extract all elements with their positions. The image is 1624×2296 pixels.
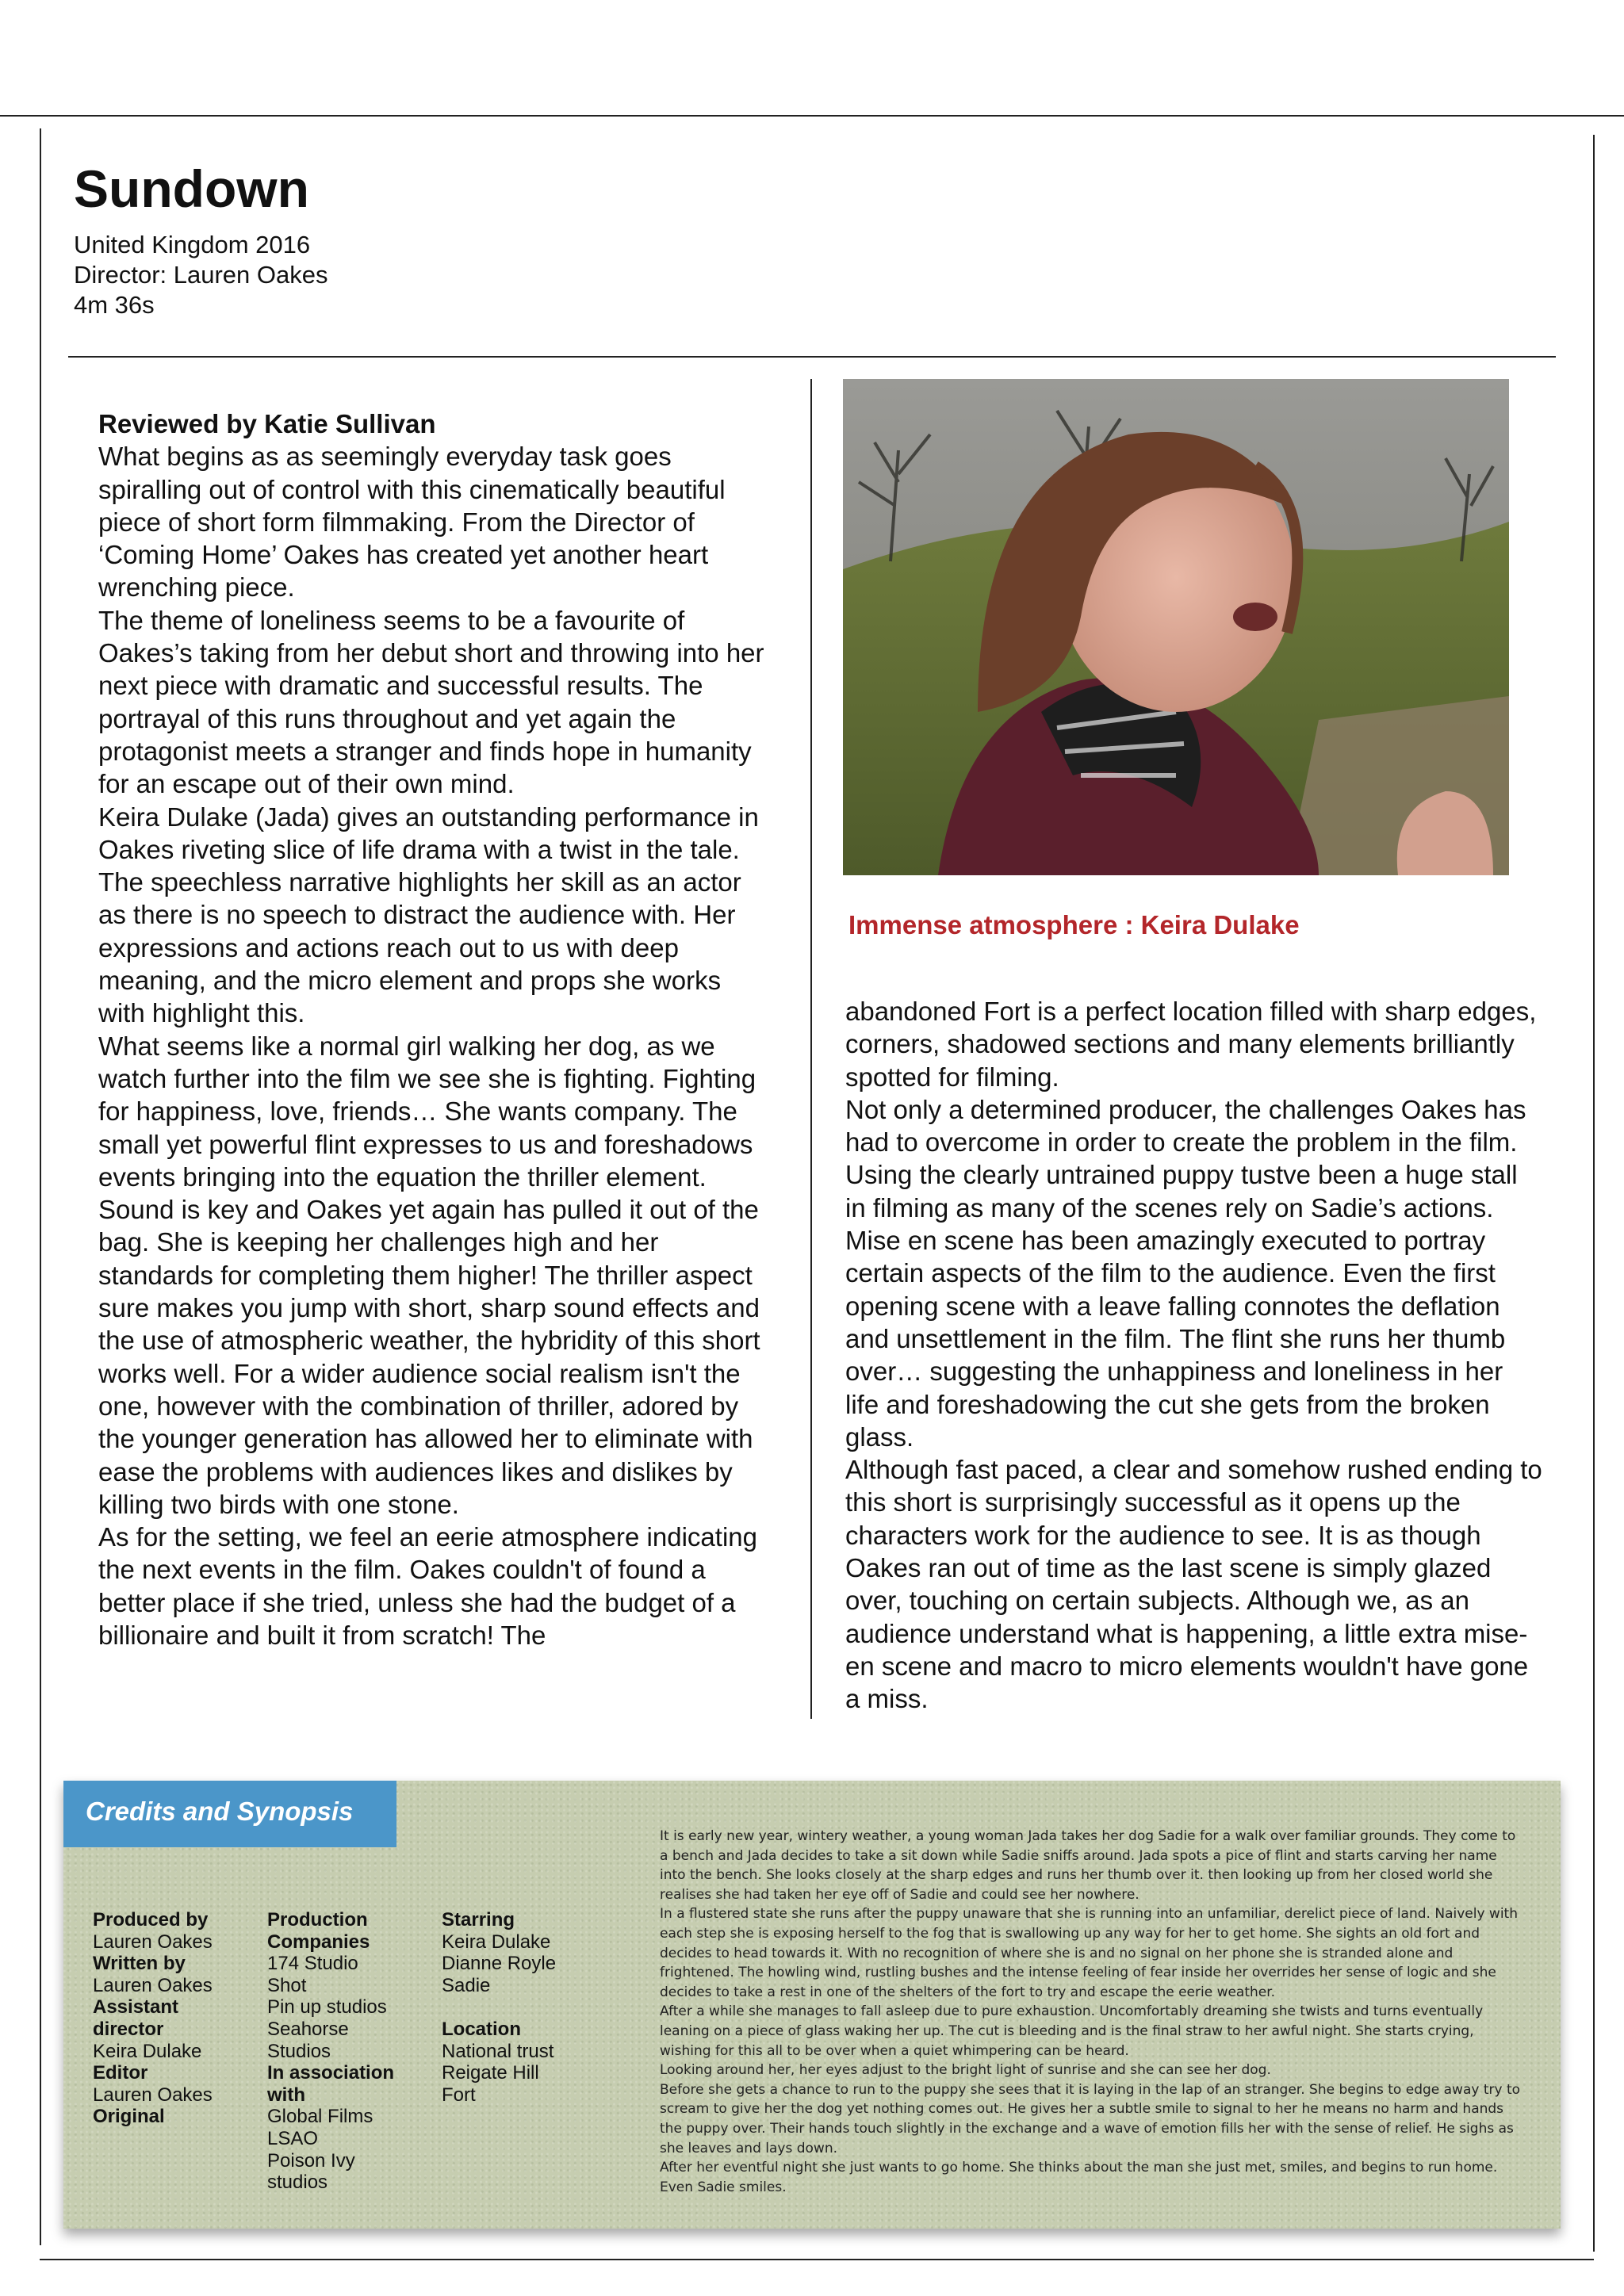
column-divider [810, 379, 812, 1719]
review-paragraph: abandoned Fort is a perfect location filled with sharp edges, corners, shadowed sections and many elements brilliantly spotted for filming. [845, 997, 1537, 1092]
film-title: Sundown [74, 159, 309, 218]
credit-label: Companies [267, 1931, 370, 1953]
credit-label: with [267, 2084, 305, 2106]
review-column-left [98, 408, 772, 1651]
credit-value: Studios [267, 2040, 331, 2062]
credit-value: Poison Ivy [267, 2149, 355, 2172]
top-divider [0, 115, 1624, 117]
credit-label: Produced by [93, 1909, 209, 1931]
review-paragraph: Mise en scene has been amazingly executed to portray certain aspects of the film to the audience. Even the first opening scene with a leave falling connotes the deflation and unsettlement in the film. The flint she runs her thumb over… suggesting the unhappiness and loneliness in her life and foreshadowing the cut she gets from the broken glass. [845, 1226, 1506, 1452]
review-paragraph: Sound is key and Oakes yet again has pulled it out of the bag. She is keeping her challenges high and her standards for completing them higher! The thriller aspect sure makes you jump with short, sharp sound effects and the use of atmospheric weather, the hybridity of this short works well. For a wider audience social realism isn't the one, however with the combination of thriller, adored by the younger generation has allowed her to eliminate with ease the problems with audiences likes and dislikes by killing two birds with one stone. [98, 1195, 760, 1519]
credits-synopsis-box [63, 1781, 1561, 2229]
left-border [40, 128, 41, 2245]
credit-value: Pin up studios [267, 1996, 387, 2019]
film-country-year: United Kingdom 2016 [74, 231, 311, 258]
credit-value: Lauren Oakes [93, 2084, 213, 2106]
credit-value: Keira Dulake [93, 2040, 202, 2062]
photo-caption: Immense atmosphere : Keira Dulake [848, 910, 1300, 939]
credit-label: Assistant [93, 1996, 179, 2019]
credit-value: Keira Dulake [442, 1931, 551, 1953]
review-paragraph: What begins as as seemingly everyday task goes spiralling out of control with this cinematically beautiful piece of short form filmmaking. From the Director of ‘Coming Home’ Oakes has created yet another heart wrenching piece. [98, 442, 726, 603]
credit-value: Dianne Royle [442, 1953, 557, 1975]
credit-value: studios [267, 2172, 328, 2194]
synopsis-paragraph: After a while she manages to fall asleep due to pure exhaustion. Uncomfortably dreaming she twists and turns eventually leaning on a piece of glass waking her up. The cut is bleeding and is the final straw to her awful night. She starts crying, wishing for this all to be over when a quiet whimpering can be heard. [660, 2003, 1484, 2059]
right-border [1593, 135, 1595, 2252]
credit-label: Editor [93, 2062, 148, 2084]
credit-label: In association [267, 2062, 395, 2084]
header-divider [68, 356, 1556, 358]
synopsis-paragraph: It is early new year, wintery weather, a young woman Jada takes her dog Sadie for a walk over familiar grounds. They come to a bench and Jada decides to take a sit down while Sadie sniffs around. Jada spots a pice of flint and starts carving her name into the bench. She looks closely at the sharp edges and runs her thumb over it. then looking up from her closed world she realises she had taken her eye off of Sadie and could see her nowhere. [660, 1828, 1516, 1903]
credit-label: Location [442, 2018, 521, 2040]
synopsis-paragraph: Before she gets a chance to run to the puppy she sees that it is laying in the lap of an stranger. She begins to edge away try to scream to give her the dog yet nothing comes out. He gives her a subtle smile to signal to her he means no harm and hands the puppy over. Their hands touch slightly in the exchange and a wave of emotion fills her with the sense of relief. He sighs as she leaves and lays down. [660, 2081, 1521, 2156]
photo-illustration [843, 379, 1509, 875]
synopsis-paragraph: After her eventful night she just wants to go home. She thinks about the man she just met, smiles, and begins to run home. Even Sadie smiles. [660, 2160, 1498, 2195]
credit-value: Reigate Hill [442, 2062, 539, 2084]
review-paragraph: The theme of loneliness seems to be a favourite of Oakes’s taking from her debut short and throwing into her next piece with dramatic and successful results. The portrayal of this runs throughout and yet again the protagonist meets a stranger and finds hope in humanity for an escape out of their own mind. [98, 605, 764, 799]
credit-value: LSAO [267, 2127, 319, 2149]
review-paragraph: As for the setting, we feel an eerie atmosphere indicating the next events in the film. Oakes couldn't of found a better place if she tried, unless she had the budget of a billionaire and built it from scratch! The [98, 1522, 757, 1650]
review-paragraph: Keira Dulake (Jada) gives an outstanding performance in Oakes riveting slice of life drama with a twist in the tale. The speechless narrative highlights her skill as an actor as there is no speech to distract the audience with. Her expressions and actions reach out to us with deep meaning, and the micro element and props she works with highlight this. [98, 802, 759, 1028]
credit-label: Original [93, 2106, 165, 2128]
review-paragraph: Not only a determined producer, the challenges Oakes has had to overcome in order to create the problem in the film. Using the clearly untrained puppy tustve been a huge stall in filming as many of the scenes rely on Sadie’s actions. [845, 1094, 1526, 1223]
credits-column [442, 1909, 556, 2106]
credit-value: Lauren Oakes [93, 1931, 213, 1953]
synopsis-paragraph: In a flustered state she runs after the puppy unaware that she is running into an unfamiliar, derelict piece of land. Naively with each step she is exposing herself to the fog that is swallowing up any way for her to get home. She sights an old fort and decides to head towards it. With no recognition of where she is and no signal on her phone she is stranded alone and frightened. The howling wind, rustling bushes and the intense feeling of fear inside her overrides her sense of logic and she decides to take a rest in one of the shelters of the fort to try and escape the eerie weather. [660, 1906, 1518, 2000]
review-paragraph: What seems like a normal girl walking her dog, as we watch further into the film we see she is fighting. Fighting for happiness, love, friends… She wants company. The small yet powerful flint expresses to us and foreshadows events bringing into the equation the thriller element. [98, 1031, 756, 1192]
film-meta [74, 230, 327, 320]
review-column-right [845, 995, 1543, 1716]
credit-value: Fort [442, 2084, 476, 2106]
credit-value: Global Films [267, 2106, 373, 2128]
synopsis [660, 1827, 1524, 2197]
credits-column [267, 1909, 394, 2194]
still-photo [843, 379, 1509, 875]
credit-value: National trust [442, 2040, 554, 2062]
credit-value: Lauren Oakes [93, 1974, 213, 1996]
credit-label: Production [267, 1909, 368, 1931]
credit-label: director [93, 2018, 164, 2040]
credit-spacer [442, 1996, 556, 2019]
credits-column [93, 1909, 213, 2128]
credit-value: Seahorse [267, 2018, 349, 2040]
credit-value: 174 Studio [267, 1953, 358, 1975]
credit-label: Starring [442, 1909, 515, 1931]
credits-heading: Credits and Synopsis [63, 1781, 396, 1847]
credit-value: Sadie [442, 1974, 491, 1996]
credit-value: Shot [267, 1974, 307, 1996]
synopsis-paragraph: Looking around her, her eyes adjust to the bright light of sunrise and she can see her dog. [660, 2062, 1271, 2079]
film-director: Director: Lauren Oakes [74, 261, 328, 289]
bottom-divider [40, 2259, 1594, 2260]
review-paragraph: Although fast paced, a clear and somehow rushed ending to this short is surprisingly successful as it opens up the characters work for the audience to see. It is as though Oakes ran out of time as the last scene is simply glazed over, touching on certain subjects. Although we, as an audience understand what is happening, a little extra mise-en scene and macro to micro elements wouldn't have gone a miss. [845, 1455, 1542, 1714]
film-runtime: 4m 36s [74, 291, 155, 319]
review-byline: Reviewed by Katie Sullivan [98, 409, 436, 438]
credit-label: Written by [93, 1953, 186, 1975]
